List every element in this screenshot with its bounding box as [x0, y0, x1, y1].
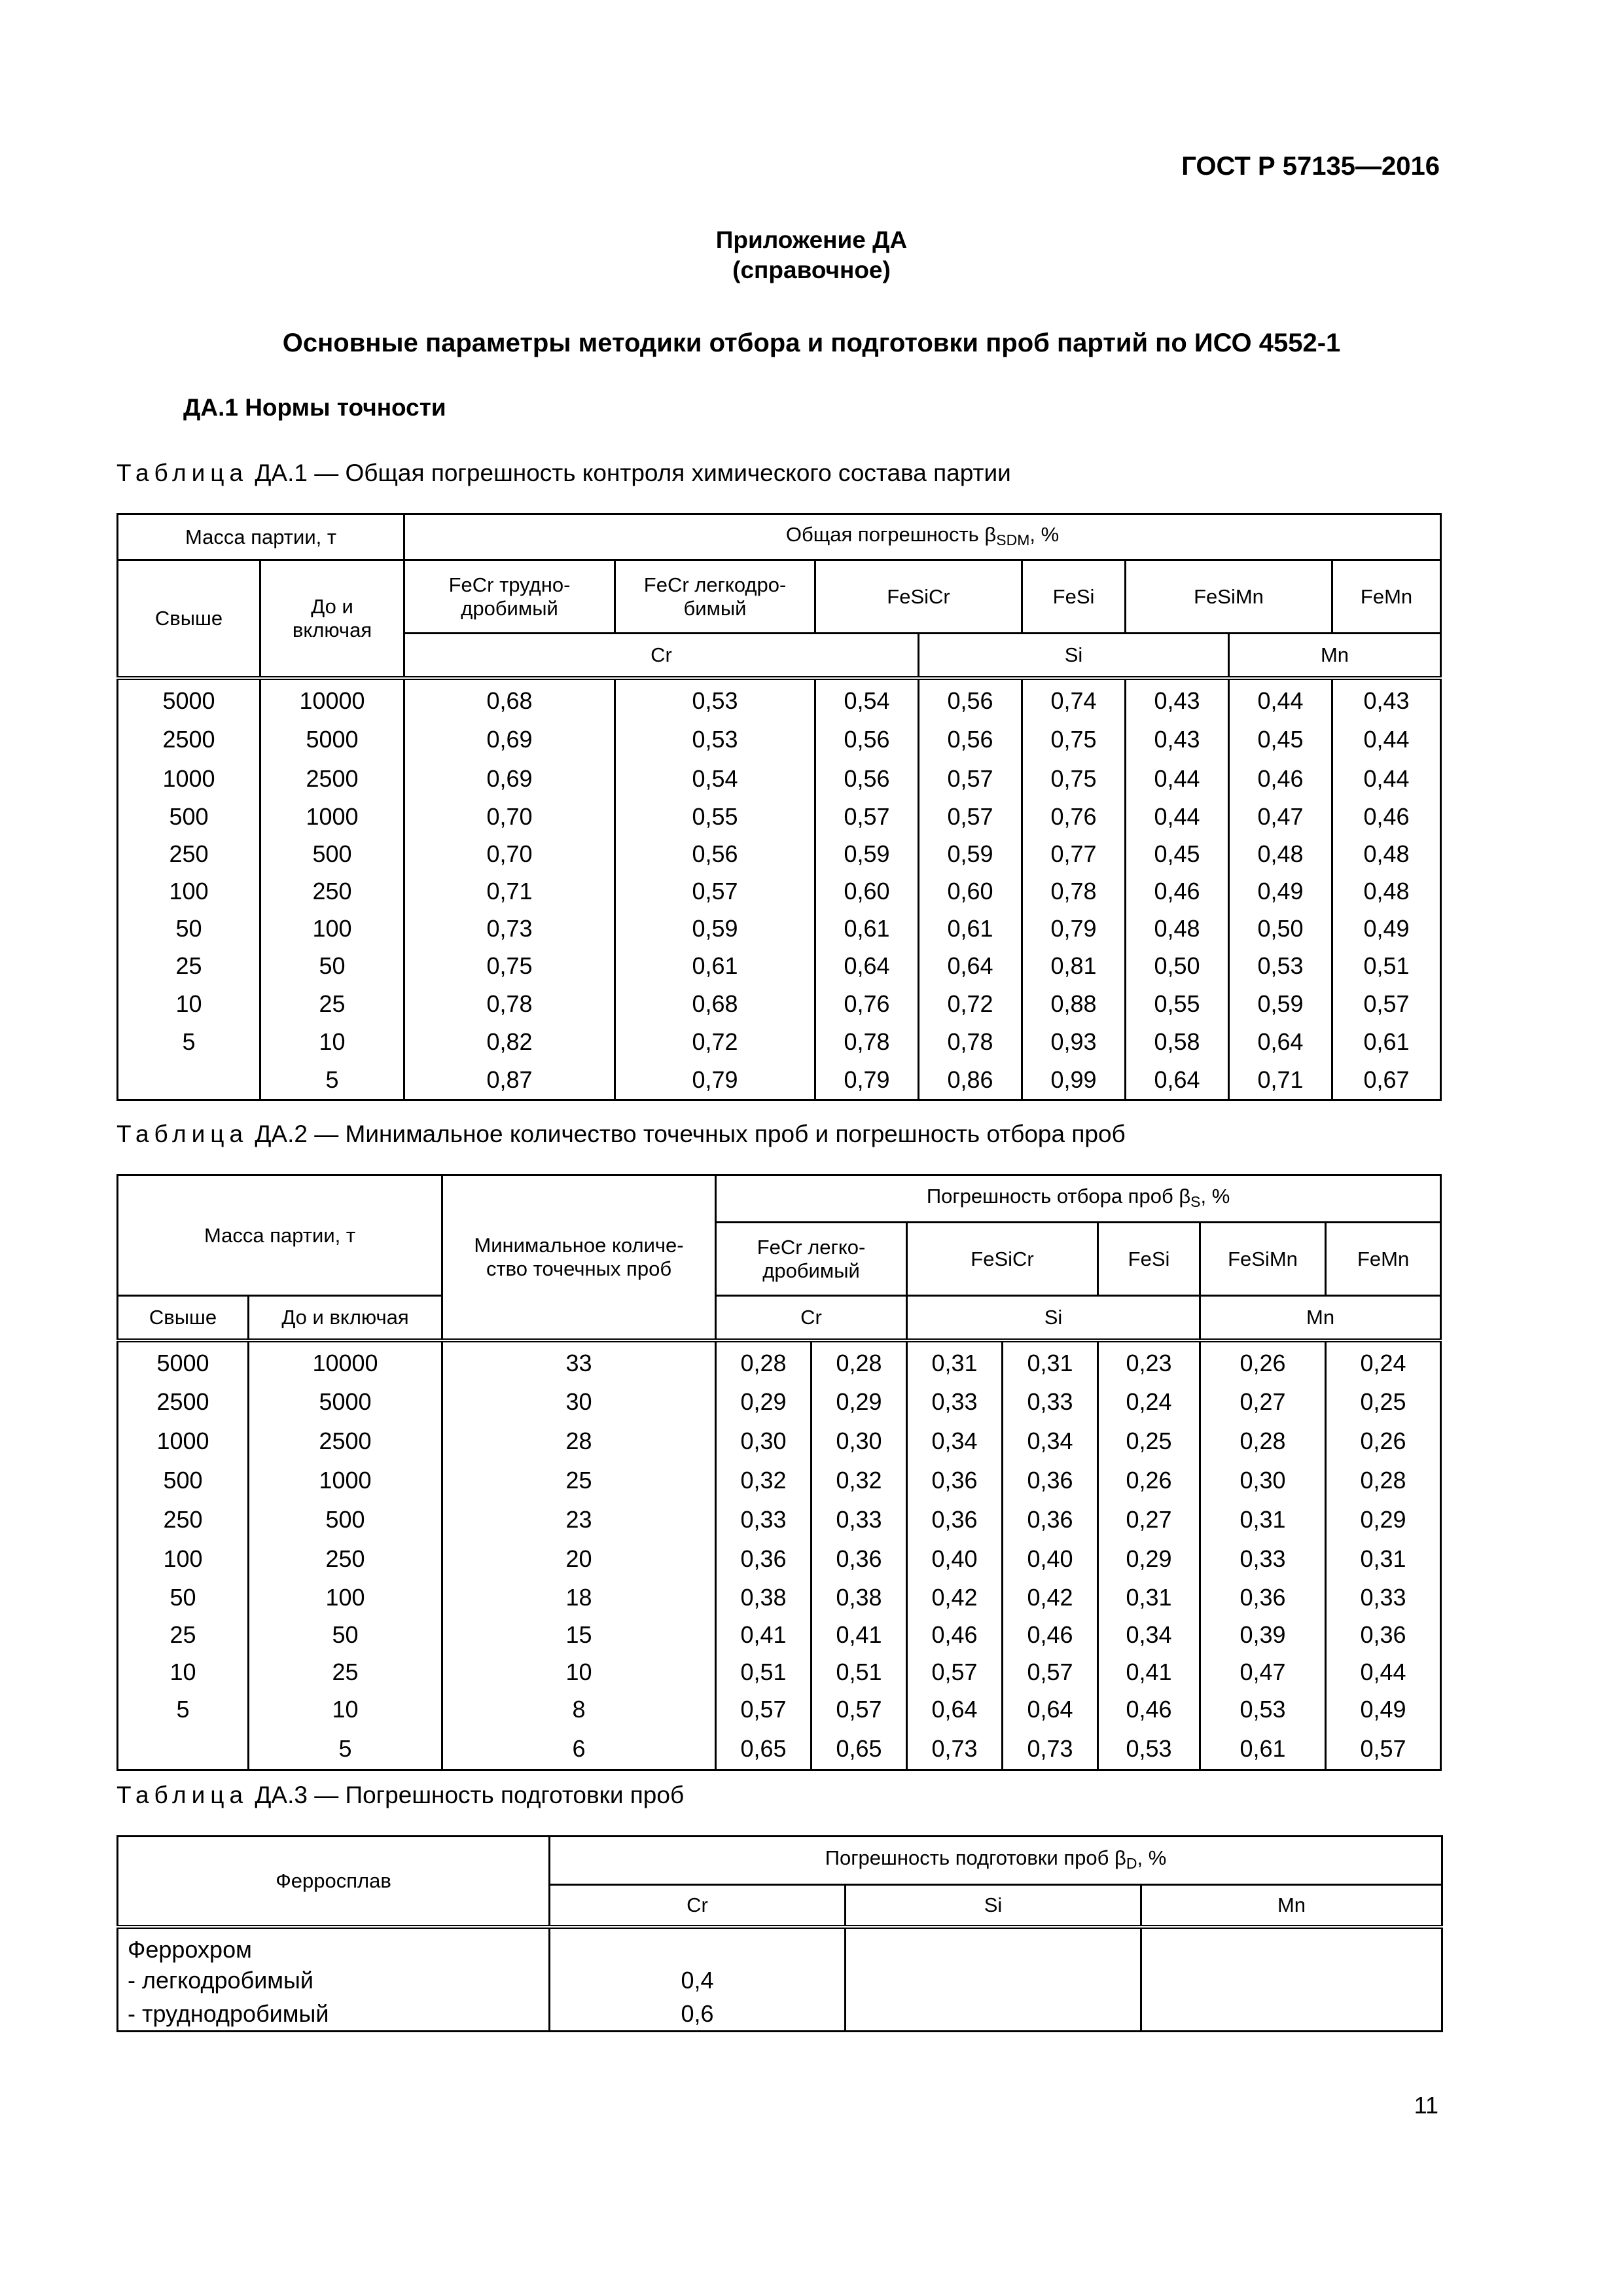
table-cell: 0,27	[1098, 1500, 1200, 1539]
table-cell: 50	[118, 1579, 249, 1617]
page-number: 11	[1414, 2092, 1438, 2119]
table-cell: 0,31	[907, 1340, 1003, 1382]
table2-body	[118, 1340, 1441, 1770]
table-cell: 0,77	[1022, 836, 1126, 873]
table2-header-min-samples: Минимальное количе- ство точечных проб	[442, 1175, 716, 1340]
table-cell: 0,56	[919, 678, 1022, 720]
table-cell: 0,78	[1022, 873, 1126, 910]
table-cell: 20	[442, 1539, 716, 1579]
table-cell: 0,51	[716, 1654, 812, 1691]
table-cell: 0,32	[812, 1461, 907, 1500]
table-cell: 0,44	[1332, 720, 1441, 759]
table-cell: 0,43	[1126, 720, 1229, 759]
table-cell: 0,65	[716, 1729, 812, 1770]
table-cell: 0,33	[1326, 1579, 1441, 1617]
table-cell: 5000	[249, 1382, 442, 1422]
table3-header-element: Mn	[1141, 1885, 1442, 1927]
table-cell: 500	[118, 798, 260, 836]
table-cell: 0,64	[1003, 1691, 1098, 1729]
table-cell: 0,40	[1003, 1539, 1098, 1579]
table2-header-error: Погрешность отбора проб $\beta_S$, %	[716, 1175, 1441, 1223]
table-cell: 0,46	[907, 1617, 1003, 1654]
table-cell: 0,73	[1003, 1729, 1098, 1770]
table-cell: 0,33	[907, 1382, 1003, 1422]
table-cell: 0,36	[812, 1539, 907, 1579]
table-cell: 0,86	[919, 1061, 1022, 1100]
table-cell: 0,51	[1332, 948, 1441, 985]
table-cell: 0,48	[1332, 873, 1441, 910]
table3-header-element: Si	[846, 1885, 1141, 1927]
table-cell: 0,43	[1332, 678, 1441, 720]
table-cell: 0,47	[1229, 798, 1332, 836]
table-cell: 0,81	[1022, 948, 1126, 985]
table-cell: 10000	[249, 1340, 442, 1382]
table-cell: 0,53	[615, 720, 815, 759]
table-cell: 6	[442, 1729, 716, 1770]
table1-body	[118, 678, 1441, 1100]
table-cell: 0,53	[615, 678, 815, 720]
table-cell: 0,87	[404, 1061, 615, 1100]
table1-caption: Таблица ДА.1 — Общая погрешность контроля химического состава партии	[116, 459, 1011, 486]
table-cell: 0,44	[1332, 759, 1441, 798]
table-cell: 0,75	[404, 948, 615, 985]
table-cell: 0,93	[1022, 1023, 1126, 1061]
table-cell: 0,30	[716, 1422, 812, 1461]
table-cell: 0,61	[815, 910, 919, 948]
table-cell: 0,72	[615, 1023, 815, 1061]
table-cell: 0,30	[812, 1422, 907, 1461]
table1-row	[118, 985, 1441, 1023]
table-cell: 0,72	[919, 985, 1022, 1023]
section-heading: ДА.1 Нормы точности	[183, 394, 446, 421]
table-cell: 0,54	[615, 759, 815, 798]
table-cell: 500	[249, 1500, 442, 1539]
table1-header-alloy: FeSiMn	[1126, 560, 1332, 634]
table-cell: 25	[249, 1654, 442, 1691]
table2-row	[118, 1617, 1441, 1654]
table1-header-alloy: FeSiCr	[815, 560, 1022, 634]
table-cell	[1141, 1964, 1442, 1998]
table-cell: 0,60	[815, 873, 919, 910]
table1-header-element: Mn	[1229, 634, 1441, 678]
table-cell: 0,70	[404, 836, 615, 873]
table-cell: 0,61	[615, 948, 815, 985]
table-cell: 100	[260, 910, 404, 948]
table-cell: 0,36	[1200, 1579, 1326, 1617]
table-cell: 1000	[118, 1422, 249, 1461]
table-cell: 0,99	[1022, 1061, 1126, 1100]
table-cell: 0,61	[1200, 1729, 1326, 1770]
table-cell: 0,78	[919, 1023, 1022, 1061]
table-cell: 0,57	[615, 873, 815, 910]
table-cell: 0,59	[615, 910, 815, 948]
table-cell: 0,56	[815, 720, 919, 759]
table-cell: 0,55	[1126, 985, 1229, 1023]
table-cell: 0,88	[1022, 985, 1126, 1023]
table-cell: 0,56	[919, 720, 1022, 759]
table1-row	[118, 836, 1441, 873]
table2-header-element: Si	[907, 1296, 1200, 1340]
table-cell: 0,49	[1229, 873, 1332, 910]
table1-row	[118, 948, 1441, 985]
table-cell: 25	[442, 1461, 716, 1500]
table-cell: 0,57	[1326, 1729, 1441, 1770]
table-cell: 0,45	[1126, 836, 1229, 873]
table-cell: 0,82	[404, 1023, 615, 1061]
table-cell: 0,30	[1200, 1461, 1326, 1500]
table-cell: 0,31	[1098, 1579, 1200, 1617]
table2	[116, 1174, 1442, 1771]
table-cell: 33	[442, 1340, 716, 1382]
table-cell: 0,57	[919, 759, 1022, 798]
table-cell: 0,48	[1126, 910, 1229, 948]
table2-header-above: Свыше	[118, 1296, 249, 1340]
table-cell: 100	[249, 1579, 442, 1617]
table-cell: 0,68	[615, 985, 815, 1023]
annex-subtitle: (справочное)	[732, 257, 891, 283]
table-cell: 0,50	[1229, 910, 1332, 948]
table-cell: 0,53	[1098, 1729, 1200, 1770]
table-cell: 250	[249, 1539, 442, 1579]
table-cell: 0,57	[907, 1654, 1003, 1691]
table-cell: 5	[118, 1691, 249, 1729]
table1-row	[118, 759, 1441, 798]
table-cell: 25	[260, 985, 404, 1023]
table-cell: 100	[118, 1539, 249, 1579]
table2-header-upto: До и включая	[249, 1296, 442, 1340]
table1-header-alloy: FeCr трудно- дробимый	[404, 560, 615, 634]
table-cell: 0,73	[907, 1729, 1003, 1770]
table-cell: 0,44	[1126, 798, 1229, 836]
table-cell: 28	[442, 1422, 716, 1461]
document-code: ГОСТ Р 57135—2016	[1181, 152, 1440, 181]
table-cell: 18	[442, 1579, 716, 1617]
table1-header-mass: Масса партии, т	[118, 514, 404, 560]
table-cell: 0,25	[1326, 1382, 1441, 1422]
table3-header-alloy: Ферросплав	[118, 1837, 550, 1927]
table-cell: 5	[118, 1023, 260, 1061]
table-cell: 0,76	[1022, 798, 1126, 836]
table-cell: 25	[118, 1617, 249, 1654]
table-cell: 0,38	[812, 1579, 907, 1617]
table1-header-element: Si	[919, 634, 1229, 678]
table-cell: 0,29	[812, 1382, 907, 1422]
table2-row	[118, 1579, 1441, 1617]
table-cell: 0,32	[716, 1461, 812, 1500]
table-cell: 1000	[249, 1461, 442, 1500]
table-cell	[1141, 1998, 1442, 2032]
table-cell: 0,64	[907, 1691, 1003, 1729]
table-cell: 0,36	[1003, 1500, 1098, 1539]
table-cell: 0,25	[1098, 1422, 1200, 1461]
table-cell: 0,75	[1022, 759, 1126, 798]
table-cell: 2500	[118, 720, 260, 759]
table-cell: 0,38	[716, 1579, 812, 1617]
table-cell: 0,54	[815, 678, 919, 720]
table1-header-alloy: FeSi	[1022, 560, 1126, 634]
table2-caption: Таблица ДА.2 — Минимальное количество точечных проб и погрешность отбора проб	[116, 1121, 1126, 1147]
table-cell: 0,28	[716, 1340, 812, 1382]
table1	[116, 513, 1442, 1101]
table-cell: 5000	[118, 1340, 249, 1382]
table-cell: 0,64	[815, 948, 919, 985]
table1-header-upto: До и включая	[260, 560, 404, 678]
table-cell: 0,67	[1332, 1061, 1441, 1100]
table1-row	[118, 873, 1441, 910]
table2-row	[118, 1500, 1441, 1539]
table3-row	[118, 1964, 1442, 1998]
table-cell: 0,33	[1003, 1382, 1098, 1422]
table-cell: 0,70	[404, 798, 615, 836]
table-cell: 0,43	[1126, 678, 1229, 720]
table-cell: 250	[118, 836, 260, 873]
table2-row	[118, 1382, 1441, 1422]
table1-header-element: Cr	[404, 634, 919, 678]
table-cell: 10	[260, 1023, 404, 1061]
table-cell: 0,36	[907, 1461, 1003, 1500]
table-cell: 0,42	[1003, 1579, 1098, 1617]
table-cell: 0,33	[716, 1500, 812, 1539]
table-cell: 10000	[260, 678, 404, 720]
table2-header-alloy: FeCr легко- дробимый	[716, 1223, 907, 1296]
table-cell: 0,75	[1022, 720, 1126, 759]
table-cell: 0,46	[1098, 1691, 1200, 1729]
table-cell: 0,34	[1098, 1617, 1200, 1654]
table-cell: 0,44	[1326, 1654, 1441, 1691]
table-cell: 0,4	[550, 1964, 846, 1998]
table-cell: 0,57	[815, 798, 919, 836]
table2-row	[118, 1539, 1441, 1579]
table-cell: 0,36	[1003, 1461, 1098, 1500]
table-cell: 0,40	[907, 1539, 1003, 1579]
table-cell: 0,57	[1332, 985, 1441, 1023]
table-cell: 0,34	[1003, 1422, 1098, 1461]
table2-row	[118, 1729, 1441, 1770]
table-cell: 100	[118, 873, 260, 910]
table-cell: 1000	[260, 798, 404, 836]
table-cell: 0,46	[1126, 873, 1229, 910]
table-cell: 0,41	[716, 1617, 812, 1654]
table-cell: 0,26	[1200, 1340, 1326, 1382]
table-cell: 0,46	[1003, 1617, 1098, 1654]
table3-body	[118, 1927, 1442, 2032]
table-cell: 50	[249, 1617, 442, 1654]
table-cell: 23	[442, 1500, 716, 1539]
table-cell: 250	[260, 873, 404, 910]
table-cell	[118, 1061, 260, 1100]
table-cell: 0,46	[1332, 798, 1441, 836]
table1-row	[118, 1023, 1441, 1061]
table-cell: - легкодробимый	[118, 1964, 550, 1998]
table-cell: 0,28	[1200, 1422, 1326, 1461]
table-cell: 0,48	[1332, 836, 1441, 873]
table1-header-alloy: FeMn	[1332, 560, 1441, 634]
table-cell: 10	[442, 1654, 716, 1691]
table2-header-alloy: FeSi	[1098, 1223, 1200, 1296]
table1-header-above: Свыше	[118, 560, 260, 678]
table-cell: 0,45	[1229, 720, 1332, 759]
table-cell: 0,64	[919, 948, 1022, 985]
table-cell: 0,65	[812, 1729, 907, 1770]
table-cell: 0,79	[815, 1061, 919, 1100]
table-cell: 0,49	[1326, 1691, 1441, 1729]
table-cell: 10	[249, 1691, 442, 1729]
annex-title: Приложение ДА	[715, 226, 908, 253]
annex-heading: Основные параметры методики отбора и подготовки проб партий по ИСО 4552-1	[282, 329, 1341, 357]
table-cell: 0,28	[1326, 1461, 1441, 1500]
table1-row	[118, 678, 1441, 720]
table-cell: 0,29	[1098, 1539, 1200, 1579]
table3-header-element: Cr	[550, 1885, 846, 1927]
table-cell: 0,28	[812, 1340, 907, 1382]
table2-header-element: Cr	[716, 1296, 907, 1340]
table-cell: 50	[118, 910, 260, 948]
table-cell: 0,56	[615, 836, 815, 873]
table-cell: 0,44	[1126, 759, 1229, 798]
table-cell: 0,73	[404, 910, 615, 948]
table-cell: 0,31	[1003, 1340, 1098, 1382]
table-cell: 10	[118, 1654, 249, 1691]
table-cell: 0,71	[1229, 1061, 1332, 1100]
table-cell: 0,26	[1326, 1422, 1441, 1461]
table-cell: 0,74	[1022, 678, 1126, 720]
table-cell: 0,68	[404, 678, 615, 720]
table-cell: 8	[442, 1691, 716, 1729]
table2-row	[118, 1422, 1441, 1461]
table-cell: 0,64	[1126, 1061, 1229, 1100]
table-cell: 0,78	[404, 985, 615, 1023]
table-cell: 0,50	[1126, 948, 1229, 985]
table-cell: 5	[260, 1061, 404, 1100]
table-cell: 0,57	[919, 798, 1022, 836]
table-cell: 0,41	[812, 1617, 907, 1654]
table-cell: 0,47	[1200, 1654, 1326, 1691]
table1-row	[118, 1061, 1441, 1100]
table1-header-error: Общая погрешность $\beta_{SDM}$, %	[404, 514, 1441, 560]
table-cell: 5000	[118, 678, 260, 720]
table-cell: 0,23	[1098, 1340, 1200, 1382]
table-cell: 0,58	[1126, 1023, 1229, 1061]
table-cell: 0,27	[1200, 1382, 1326, 1422]
table-cell: 2500	[118, 1382, 249, 1422]
table-cell: 0,51	[812, 1654, 907, 1691]
table1-row	[118, 798, 1441, 836]
table-cell: 0,71	[404, 873, 615, 910]
table2-header-mass: Масса партии, т	[118, 1175, 442, 1296]
table-cell: 0,61	[919, 910, 1022, 948]
table2-header-alloy: FeSiMn	[1200, 1223, 1326, 1296]
table-cell: 0,26	[1098, 1461, 1200, 1500]
table-cell: 0,41	[1098, 1654, 1200, 1691]
table-cell: 1000	[118, 759, 260, 798]
table-cell: 0,36	[907, 1500, 1003, 1539]
table-cell: 10	[118, 985, 260, 1023]
table-cell: 0,69	[404, 720, 615, 759]
table-cell: 0,46	[1229, 759, 1332, 798]
table1-row	[118, 910, 1441, 948]
table1-header-alloy: FeCr легкодро- бимый	[615, 560, 815, 634]
table-cell: 0,76	[815, 985, 919, 1023]
table-cell: 0,34	[907, 1422, 1003, 1461]
table-cell: 0,53	[1229, 948, 1332, 985]
table3	[116, 1835, 1443, 2032]
table1-row	[118, 720, 1441, 759]
table-cell: 0,57	[716, 1691, 812, 1729]
table-cell: 0,44	[1229, 678, 1332, 720]
table2-row	[118, 1461, 1441, 1500]
table-cell: - труднодробимый	[118, 1998, 550, 2032]
table2-header-element: Mn	[1200, 1296, 1441, 1340]
table2-row	[118, 1691, 1441, 1729]
table-cell: 25	[118, 948, 260, 985]
table-cell: 0,29	[1326, 1500, 1441, 1539]
table3-caption: Таблица ДА.3 — Погрешность подготовки проб	[116, 1782, 685, 1808]
table2-row	[118, 1340, 1441, 1382]
table-cell: 0,6	[550, 1998, 846, 2032]
table-cell: 0,42	[907, 1579, 1003, 1617]
table-cell: 500	[260, 836, 404, 873]
table-cell: 0,57	[812, 1691, 907, 1729]
table-cell: 0,59	[919, 836, 1022, 873]
table-cell: 0,29	[716, 1382, 812, 1422]
table2-header-alloy: FeMn	[1326, 1223, 1441, 1296]
table-cell: 0,31	[1200, 1500, 1326, 1539]
table-cell: 0,24	[1326, 1340, 1441, 1382]
table-cell: 0,79	[1022, 910, 1126, 948]
table-cell: 2500	[249, 1422, 442, 1461]
table2-header-alloy: FeSiCr	[907, 1223, 1098, 1296]
table-cell: 0,33	[1200, 1539, 1326, 1579]
table-cell: 0,53	[1200, 1691, 1326, 1729]
table-cell	[118, 1729, 249, 1770]
table3-header-error: Погрешность подготовки проб $\beta_D$, %	[550, 1837, 1442, 1885]
table-cell: 0,55	[615, 798, 815, 836]
table-cell: 0,48	[1229, 836, 1332, 873]
table-cell: 0,64	[1229, 1023, 1332, 1061]
table-cell: 5	[249, 1729, 442, 1770]
table-cell	[846, 1998, 1141, 2032]
table-cell: 0,57	[1003, 1654, 1098, 1691]
table-cell: 50	[260, 948, 404, 985]
table2-row	[118, 1654, 1441, 1691]
table-cell	[846, 1964, 1141, 1998]
table-cell: 0,59	[815, 836, 919, 873]
table-cell: 0,36	[1326, 1617, 1441, 1654]
table3-row	[118, 1998, 1442, 2032]
table-cell: 30	[442, 1382, 716, 1422]
table-cell: 0,56	[815, 759, 919, 798]
table-cell: 0,49	[1332, 910, 1441, 948]
table-cell: 0,24	[1098, 1382, 1200, 1422]
table-cell: 0,69	[404, 759, 615, 798]
table-cell: 0,61	[1332, 1023, 1441, 1061]
table-cell: 250	[118, 1500, 249, 1539]
table-cell: 2500	[260, 759, 404, 798]
table-cell: 0,79	[615, 1061, 815, 1100]
table-cell: 0,78	[815, 1023, 919, 1061]
table-cell: 0,36	[716, 1539, 812, 1579]
table-cell: 0,31	[1326, 1539, 1441, 1579]
table-cell: 0,39	[1200, 1617, 1326, 1654]
table3-group-label: Феррохром	[118, 1927, 550, 1964]
table-cell: 5000	[260, 720, 404, 759]
table-cell: 15	[442, 1617, 716, 1654]
table-cell: 0,33	[812, 1500, 907, 1539]
table-cell: 500	[118, 1461, 249, 1500]
table-cell: 0,59	[1229, 985, 1332, 1023]
table-cell: 0,60	[919, 873, 1022, 910]
